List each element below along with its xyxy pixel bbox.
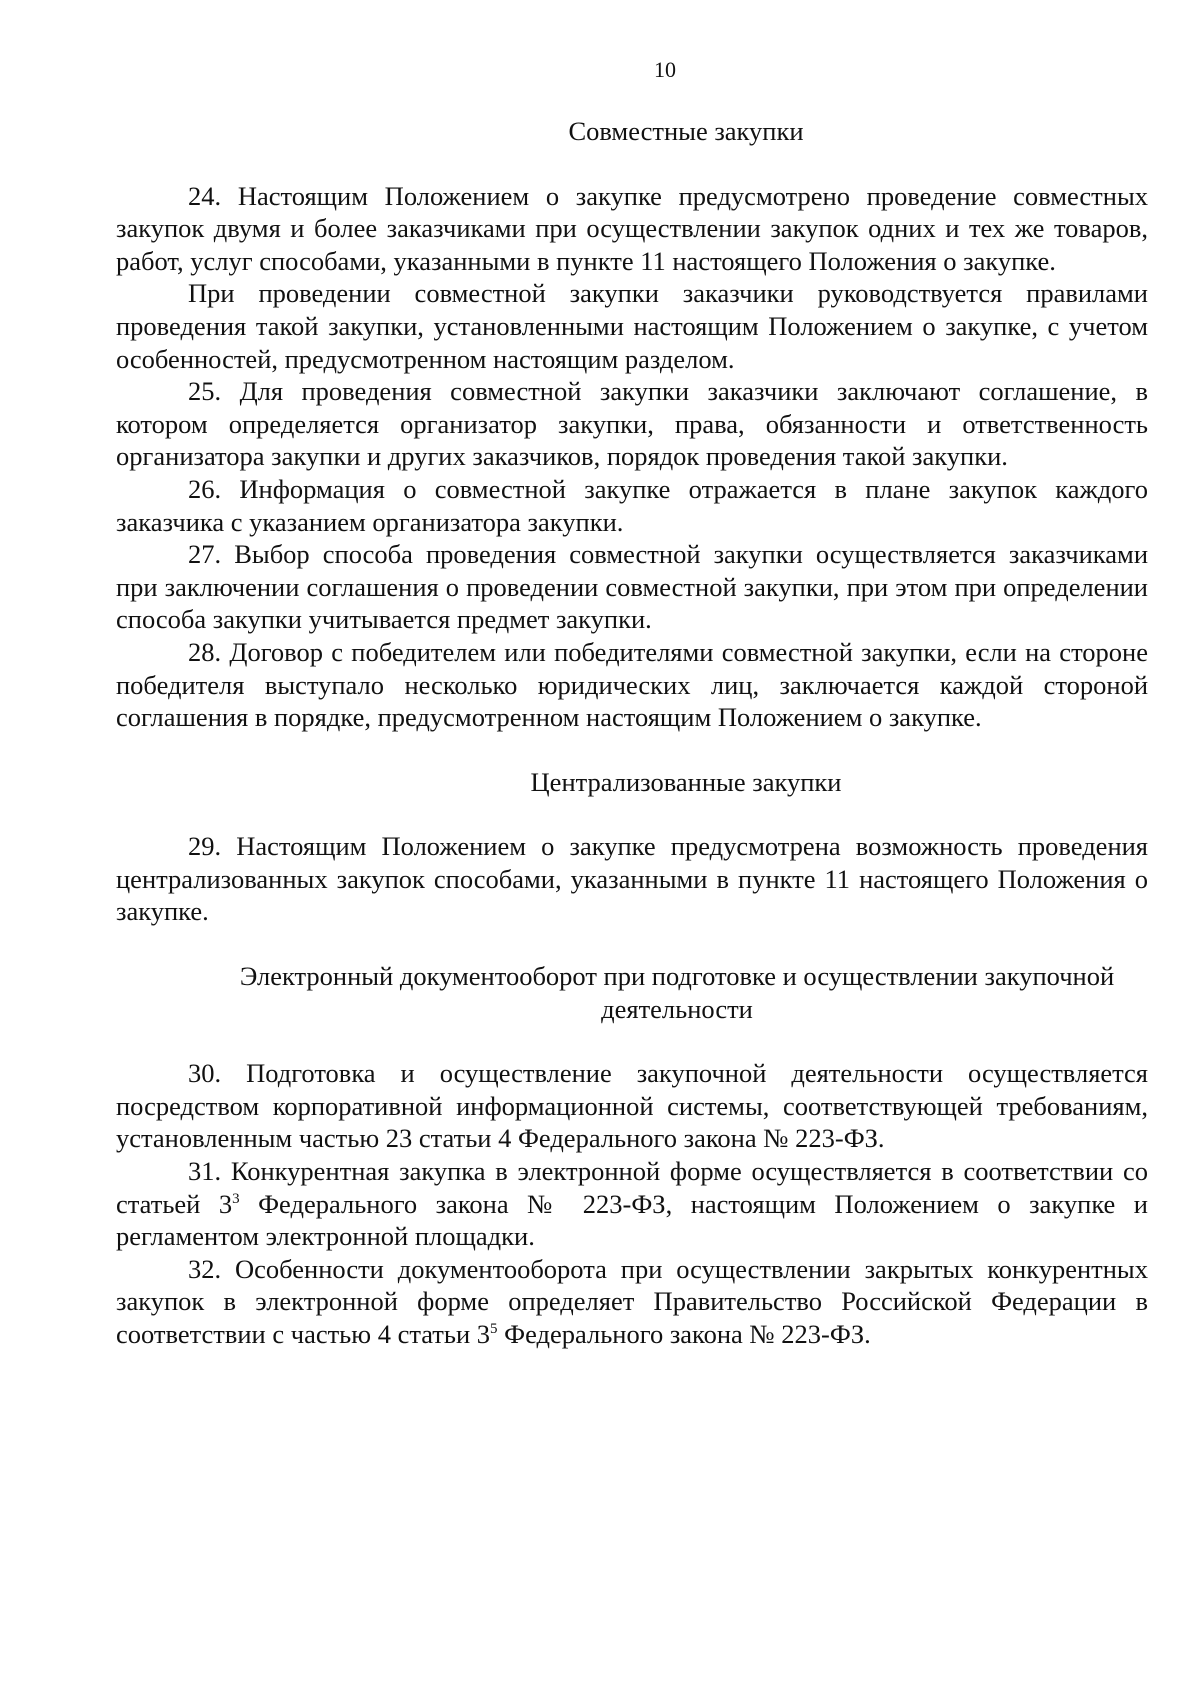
paragraph-24: 24. Настоящим Положением о закупке предусмотрено проведение совместных закупок двумя и более заказчиками при осуществлении закупок одних и тех же товаров, работ, услуг способами, указанными в пункте 11 настоящего Положения о закупке. xyxy=(116,180,1148,276)
paragraph-31-text-end: Федерального закона № 223-ФЗ, настоящим Положением о закупке и регламентом электронной площадки. xyxy=(116,1188,1148,1252)
paragraph-25: 25. Для проведения совместной закупки заказчики заключают соглашение, в котором определяется организатор закупки, права, обязанности и ответственность организатора закупки и других заказчиков, порядок проведения такой закупки. xyxy=(116,376,1148,472)
paragraph-31-superscript: 3 xyxy=(232,1190,240,1207)
paragraph-32-superscript: 5 xyxy=(490,1321,498,1338)
paragraph-29: 29. Настоящим Положением о закупке предусмотрена возможность проведения централизованных закупок способами, указанными в пункте 11 настоящего Положения о закупке. xyxy=(116,831,1148,927)
paragraph-32-text: 32. Особенности документооборота при осуществлении закрытых конкурентных закупок в электронной форме определяет Правительство Российской Федерации в соответствии с частью 4 статьи 3 xyxy=(116,1253,1148,1349)
paragraph-30: 30. Подготовка и осуществление закупочной деятельности осуществляется посредством корпоративной информационной системы, соответствующей требованиям, установленным частью 23 статьи 4 Федерального закона № 223-ФЗ. xyxy=(116,1058,1148,1154)
paragraph-32-text-end: Федерального закона № 223-ФЗ. xyxy=(497,1319,871,1349)
document-body xyxy=(116,115,1148,1351)
paragraph-32 xyxy=(116,1253,1148,1351)
section-heading-electronic-document-flow: Электронный документооборот при подготовке и осуществлении закупочной деятельности xyxy=(239,961,1115,1024)
paragraph-27: 27. Выбор способа проведения совместной закупки осуществляется заказчиками при заключении соглашения о проведении совместной закупки, при этом при определении способа закупки учитывается предмет закупки. xyxy=(116,539,1148,635)
page-number: 10 xyxy=(654,57,676,82)
paragraph-31-text: 31. Конкурентная закупка в электронной форме осуществляется в соответствии со статьей 3 xyxy=(116,1156,1148,1219)
paragraph-28: 28. Договор с победителем или победителями совместной закупки, если на стороне победителя выступало несколько юридических лиц, заключается каждой стороной соглашения в порядке, предусмотренном настоящим Положением о закупке. xyxy=(116,636,1148,733)
section-heading-joint-procurement: Совместные закупки xyxy=(568,116,804,146)
section-heading-centralized-procurement: Централизованные закупки xyxy=(530,766,842,797)
paragraph-24-continued: При проведении совместной закупки заказчики руководствуется правилами проведения такой закупки, установленными настоящим Положением о закупке, с учетом особенностей, предусмотренном настоящим разделом. xyxy=(116,278,1148,374)
paragraph-26: 26. Информация о совместной закупке отражается в плане закупок каждого заказчика с указанием организатора закупки. xyxy=(116,473,1148,537)
paragraph-31 xyxy=(116,1155,1148,1253)
